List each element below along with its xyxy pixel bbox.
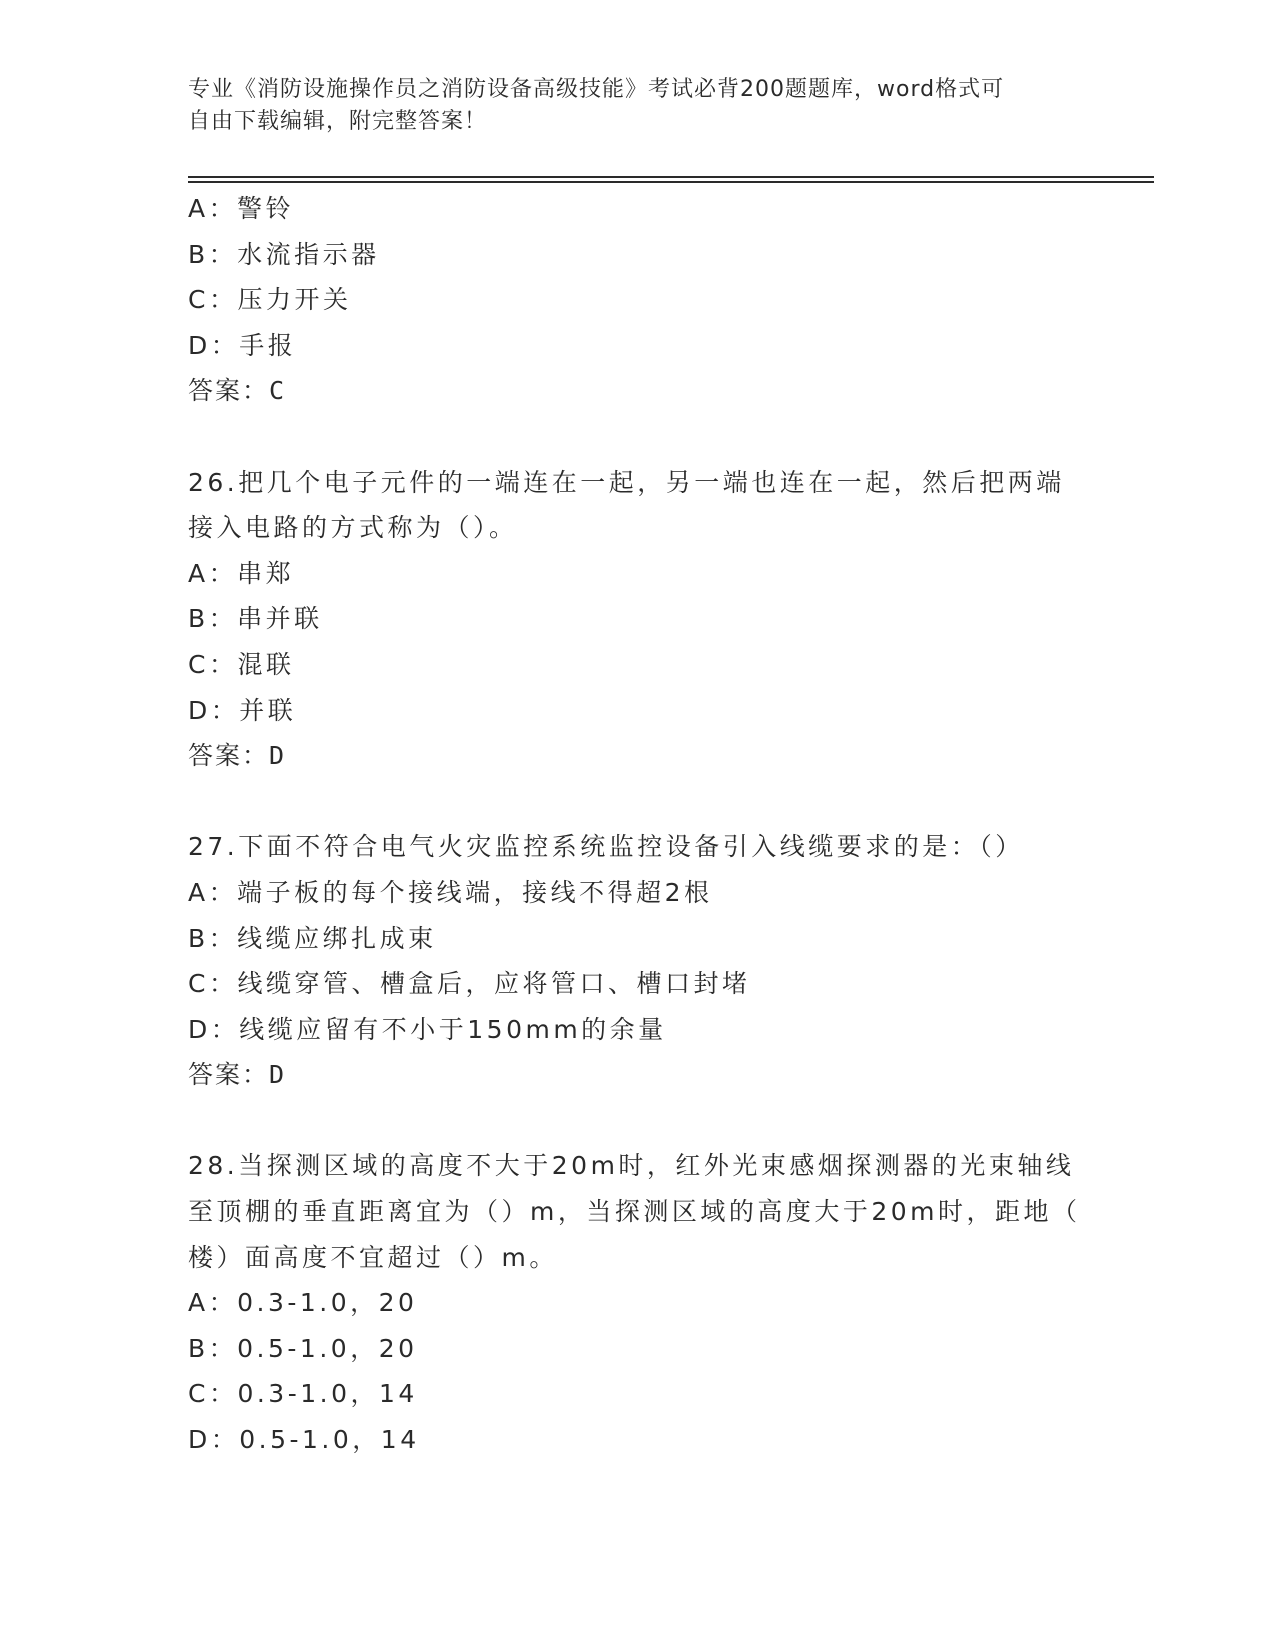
document-header	[188, 74, 1088, 138]
question-text: 28.当探测区域的高度不大于20m时，红外光束感烟探测器的光束轴线	[188, 1151, 1075, 1181]
option-d: D：并联	[188, 695, 297, 725]
option-a: A：端子板的每个接线端，接线不得超2根	[188, 877, 713, 907]
option-b: B：0.5-1.0，20	[188, 1333, 418, 1363]
option-b: B：水流指示器	[188, 239, 380, 269]
header-line-2: 自由下载编辑，附完整答案！	[188, 109, 488, 134]
answer-label: 答案：	[188, 1060, 270, 1090]
answer-label: 答案：	[188, 376, 270, 406]
header-divider-bottom	[188, 181, 1154, 183]
header-line-1: 专业《消防设施操作员之消防设备高级技能》考试必背200题题库，word格式可	[188, 77, 1005, 102]
option-c: C：0.3-1.0，14	[188, 1379, 418, 1409]
question-text: 楼）面高度不宜超过（）m。	[188, 1242, 558, 1272]
answer-value: D	[269, 1060, 287, 1090]
question-28	[188, 1143, 1088, 1462]
question-text: 接入电路的方式称为（）。	[188, 513, 518, 543]
option-c: C：混联	[188, 649, 295, 679]
question-text: 26.把几个电子元件的一端连在一起，另一端也连在一起，然后把两端	[188, 467, 1065, 497]
question-25	[188, 186, 1088, 414]
option-d: D：0.5-1.0，14	[188, 1425, 420, 1455]
answer	[188, 1052, 1088, 1098]
question-text: 至顶棚的垂直距离宜为（）m，当探测区域的高度大于20m时，距地（	[188, 1197, 1081, 1227]
answer	[188, 733, 1088, 779]
answer-value: C	[269, 376, 287, 406]
answer-label: 答案：	[188, 741, 270, 771]
answer	[188, 368, 1088, 414]
option-b: B：串并联	[188, 604, 323, 634]
answer-value: D	[269, 741, 287, 771]
option-d: D：手报	[188, 330, 297, 360]
option-c: C：压力开关	[188, 285, 352, 315]
option-c: C：线缆穿管、槽盒后，应将管口、槽口封堵	[188, 969, 751, 999]
question-26	[188, 460, 1088, 779]
option-b: B：线缆应绑扎成束	[188, 923, 437, 953]
question-text: 27.下面不符合电气火灾监控系统监控设备引入线缆要求的是：（）	[188, 832, 1024, 862]
option-a: A：警铃	[188, 194, 295, 223]
option-d: D：线缆应留有不小于150mm的余量	[188, 1014, 667, 1044]
question-list	[188, 186, 1088, 1463]
header-divider-top	[188, 176, 1154, 178]
option-a: A：串郑	[188, 558, 295, 588]
question-27	[188, 824, 1088, 1098]
option-a: A：0.3-1.0，20	[188, 1288, 418, 1318]
